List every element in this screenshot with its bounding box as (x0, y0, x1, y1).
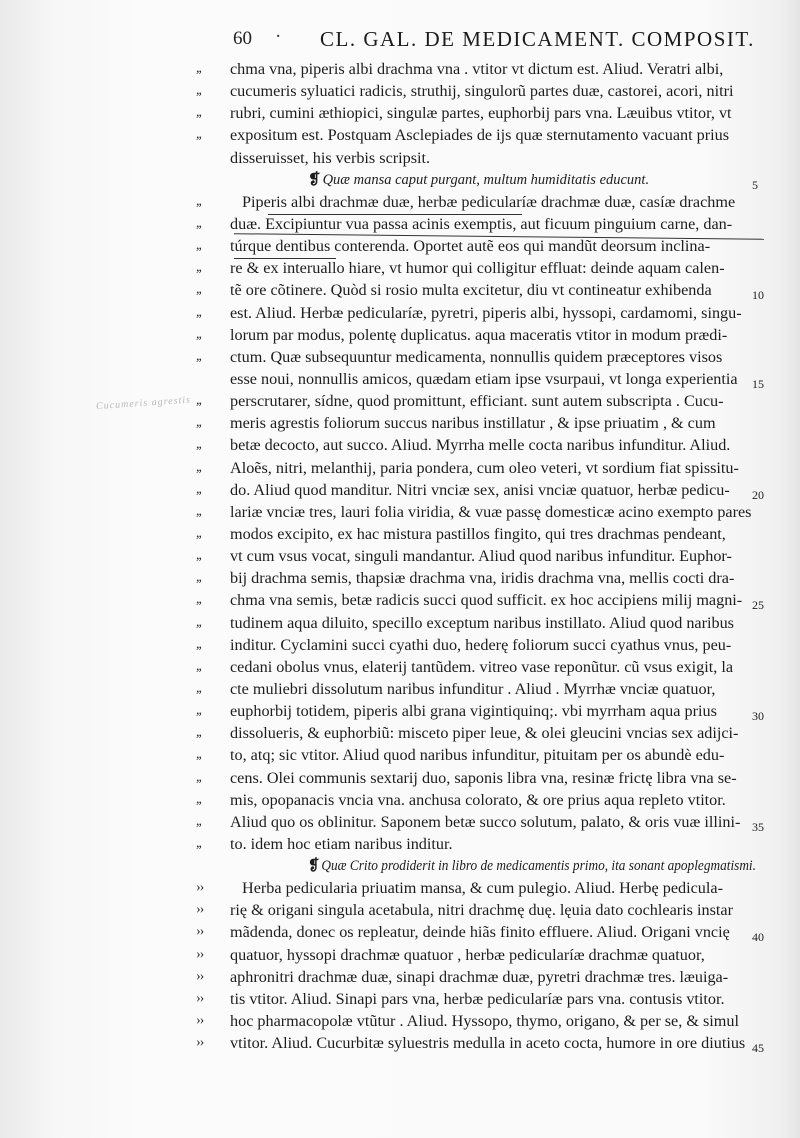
quotation-mark: ,, (196, 459, 201, 475)
line-text: vtitor. Aliud. Cucurbitæ syluestris medulla in aceto cocta, humore in ore diutius (230, 1034, 746, 1053)
text-line (196, 921, 766, 943)
text-line (196, 235, 766, 257)
line-text: expositum est. Postquam Asclepiades de ijs quæ sternutamento vacuant prius (230, 126, 730, 145)
quotation-mark: ,, (196, 503, 201, 519)
text-line (196, 899, 766, 921)
running-title: CL. GAL. DE MEDICAMENT. COMPOSIT. (320, 27, 755, 51)
quotation-mark: ,, (196, 658, 201, 674)
line-text: mãdenda, donec os repleatur, deinde hiãs finito effluere. Aliud. Origani vncię (230, 923, 730, 942)
quotation-mark: ,, (196, 127, 201, 143)
quotation-mark: ,, (196, 282, 201, 298)
text-line (196, 457, 766, 479)
text-line (196, 213, 766, 235)
quotation-mark: ,, (196, 570, 201, 586)
text-line (196, 257, 766, 279)
line-number: 25 (752, 598, 764, 613)
text-line (196, 147, 766, 169)
quotation-mark: ,, (196, 680, 201, 696)
quotation-mark: ,, (196, 481, 201, 497)
line-text: cucumeris syluatici radicis, struthij, singulorũ partes duæ, castorei, acori, nitri (230, 82, 734, 101)
quotation-mark: ,, (196, 636, 201, 652)
text-line (196, 434, 766, 456)
quotation-mark: ›› (196, 968, 204, 984)
line-text: lorum par modus, polentę duplicatus. aqua maceratis vtitor in modum prædi- (230, 325, 728, 344)
line-text: to. idem hoc etiam naribus inditur. (230, 834, 453, 853)
line-text: Herba pedicularia priuatim mansa, & cum pulegio. Aliud. Herbę pedicula- (242, 879, 723, 898)
line-text: aphronitri drachmæ duæ, sinapi drachmæ duæ, pyretri drachmæ tres. læuiga- (230, 967, 729, 986)
line-text: do. Aliud quod manditur. Nitri vnciæ sex, anisi vnciæ quatuor, herbæ pedicu- (230, 480, 730, 499)
line-text: Piperis albi drachmæ duæ, herbæ pedicularíæ drachmæ duæ, casíæ drachme (242, 192, 736, 211)
section-heading-line (196, 169, 766, 191)
line-text: bij drachma semis, thapsiæ drachma vna, iridis drachma vna, mellis cocti dra- (230, 569, 735, 588)
header-separator: · (275, 26, 282, 47)
line-text: tudinem aqua diluito, specillo exceptum naribus instillato. Aliud quod naribus (230, 613, 734, 632)
text-line (196, 988, 766, 1010)
quotation-mark: ,, (196, 393, 201, 409)
text-line (196, 302, 766, 324)
line-text: modos excipito, ex hac mistura pastillos fingito, qui tres drachmas pendeant, (230, 524, 726, 543)
text-line (196, 634, 766, 656)
quotation-mark: ,, (196, 260, 201, 276)
paragraph-mark-icon: ❡ (308, 858, 320, 875)
text-line (196, 811, 766, 833)
quotation-mark: ,, (196, 348, 201, 364)
quotation-mark: ›› (196, 990, 204, 1006)
quotation-mark: ,, (196, 193, 201, 209)
line-text: vt cum vsus vocat, singuli mandantur. Aliud quod naribus infunditur. Euphor- (230, 547, 732, 566)
quotation-mark: ›› (196, 1035, 204, 1051)
text-line (196, 545, 766, 567)
quotation-mark: ,, (196, 592, 201, 608)
paragraph-mark-icon: ❡ (308, 171, 321, 188)
text-line (196, 1032, 766, 1054)
text-line (196, 612, 766, 634)
line-text: hoc pharmacopolæ vtũtur . Aliud. Hyssopo, thymo, origano, & per se, & simul (230, 1012, 739, 1031)
line-text: cens. Olei communis sextarij duo, saponis libra vna, resinæ frictę libra vna se- (230, 768, 737, 787)
line-text: inditur. Cyclamini succi cyathi duo, hederę foliorum succi cyathus vnus, peu- (230, 635, 732, 654)
quotation-mark: ,, (196, 525, 201, 541)
line-text: esse noui, nonnullis amicos, quædam etiam ipse vsurpaui, vt longa experientia (230, 369, 738, 388)
line-text: dissolueris, & euphorbiũ: misceto piper leue, & olei gleucini vncias sex adijci- (230, 724, 739, 743)
line-text: tẽ ore cõtinere. Quòd si rosio multa excitetur, diu vt contineatur exhibenda (230, 281, 712, 300)
text-line (196, 191, 766, 213)
quotation-mark: ›› (196, 924, 204, 940)
text-line (196, 944, 766, 966)
text-line (196, 767, 766, 789)
text-line (196, 833, 766, 855)
quotation-mark: ,, (196, 813, 201, 829)
quotation-mark: ,, (196, 83, 201, 99)
quotation-mark: ›› (196, 946, 204, 962)
text-line (196, 678, 766, 700)
line-text: perscrutarer, sídne, quod promittunt, efficiant. sunt autem subscripta . Cucu- (230, 392, 724, 411)
text-line (196, 744, 766, 766)
text-line (196, 966, 766, 988)
quotation-mark: ›› (196, 880, 204, 896)
line-text: chma vna semis, betæ radicis succi quod sufficit. ex hoc accipiens milij magni- (230, 591, 743, 610)
line-text: tis vtitor. Aliud. Sinapi pars vna, herbæ pedicularíæ pars vna. contusis vtitor. (230, 989, 725, 1008)
text-line (196, 656, 766, 678)
line-text: Aliud quo os oblinitur. Saponem betæ succo solutum, palato, & oris vuæ illini- (230, 812, 741, 831)
line-text: rię & origani singula acetabula, nitri drachmę duę. lęuia dato cochlearis instar (230, 901, 733, 920)
text-line (196, 1010, 766, 1032)
text-line (196, 80, 766, 102)
line-text: to, atq; sic vtitor. Aliud quod naribus infunditur, pituitam per os abundè edu- (230, 746, 725, 765)
line-text: duæ. Excipiuntur vua passa acinis exemptis, aut ficuum pinguium carne, dan- (230, 214, 733, 233)
text-line (196, 412, 766, 434)
text-line (196, 279, 766, 301)
quotation-mark: ,, (196, 304, 201, 320)
text-line (196, 722, 766, 744)
line-text: chma vna, piperis albi drachma vna . vtitor vt dictum est. Aliud. Veratri albi, (230, 60, 724, 78)
line-text: disseruisset, his verbis scripsit. (230, 148, 431, 167)
quotation-mark: ,, (196, 415, 201, 431)
text-line (196, 523, 766, 545)
line-number: 30 (752, 709, 764, 724)
line-text: mis, opopanacis vncia vna. anchusa colorato, & ore prius aqua repleto vtitor. (230, 790, 726, 809)
line-text: euphorbij totidem, piperis albi grana vigintiquinq;. vbi myrrham aqua prius (230, 702, 717, 721)
line-number: 15 (752, 376, 764, 391)
page-number: 60 (233, 28, 252, 49)
line-number: 20 (752, 487, 764, 502)
line-number: 5 (752, 177, 758, 192)
quotation-mark: ,, (196, 747, 201, 763)
line-text: est. Aliud. Herbæ pedicularíæ, pyretri, piperis albi, hyssopi, cardamomi, singu- (230, 303, 742, 322)
text-line (196, 346, 766, 368)
margin-note: Cucumeris agrestis (95, 394, 192, 413)
page-header (225, 24, 755, 56)
quotation-mark: ,, (196, 326, 201, 342)
line-text: re & ex interuallo hiare, vt humor qui colligitur effluat: deinde aquam calen- (230, 259, 725, 278)
section-heading-line (196, 855, 766, 877)
text-line (196, 102, 766, 124)
line-text: betæ decocto, aut succo. Aliud. Myrrha melle cocta naribus infunditur. Aliud. (230, 436, 731, 455)
line-text: lariæ vnciæ tres, lauri folia viridia, & vuæ passę domesticæ acino exempto pares (230, 502, 752, 521)
line-text: rubri, cumini æthiopici, singulæ partes, euphorbij pars vna. Læuibus vtitor, vt (230, 104, 732, 123)
quotation-mark: ,, (196, 437, 201, 453)
quotation-mark: ,, (196, 548, 201, 564)
line-number: 35 (752, 819, 764, 834)
section-heading: Quæ mansa caput purgant, multum humiditatis educunt. (322, 171, 650, 188)
quotation-mark: ›› (196, 1013, 204, 1029)
line-text: cte muliebri dissolutum naribus infunditur . Aliud . Myrrhæ vnciæ quatuor, (230, 679, 716, 698)
text-line (196, 324, 766, 346)
quotation-mark: ,, (196, 769, 201, 785)
quotation-mark: ,, (196, 725, 201, 741)
text-line (196, 501, 766, 523)
quotation-mark: ,, (196, 215, 201, 231)
line-text: ctum. Quæ subsequuntur medicamenta, nonnullis quidem præceptores visos (230, 347, 723, 366)
text-block (196, 58, 766, 1054)
line-text: quatuor, hyssopi drachmæ quatuor , herbæ pedicularíæ drachmæ quatuor, (230, 945, 705, 964)
text-line (196, 124, 766, 146)
quotation-mark: ,, (196, 835, 201, 851)
text-line (196, 390, 766, 412)
quotation-mark: ,, (196, 614, 201, 630)
line-number: 45 (752, 1041, 764, 1056)
line-text: cedani obolus vnus, elaterij tantũdem. vitreo vase reponũtur. cũ vsus exigit, la (230, 657, 734, 676)
quotation-mark: ,, (196, 238, 201, 254)
line-number: 10 (752, 288, 764, 303)
text-line (196, 567, 766, 589)
line-number: 40 (752, 930, 764, 945)
quotation-mark: ›› (196, 902, 204, 918)
text-line (196, 58, 766, 80)
text-line (196, 877, 766, 899)
quotation-mark: ,, (196, 703, 201, 719)
text-line (196, 700, 766, 722)
line-text: meris agrestis foliorum succus naribus instillatur , & ipse priuatim , & cum (230, 414, 716, 433)
quotation-mark: ,, (196, 791, 201, 807)
quotation-mark: ,, (196, 105, 201, 121)
text-line (196, 368, 766, 390)
section-heading: Quæ Crito prodiderit in libro de medicamentis primo, ita sonant apoplegmatismi. (321, 858, 756, 875)
line-text: Aloẽs, nitri, melanthij, paria pondera, cum oleo veteri, vt sordium fiat spissitu- (230, 458, 739, 477)
text-line (196, 589, 766, 611)
text-line (196, 479, 766, 501)
quotation-mark: ,, (196, 61, 201, 76)
text-line (196, 789, 766, 811)
line-text: túrque dentibus conterenda. Oportet autẽ eos qui mandũt deorsum inclina- (230, 237, 711, 256)
